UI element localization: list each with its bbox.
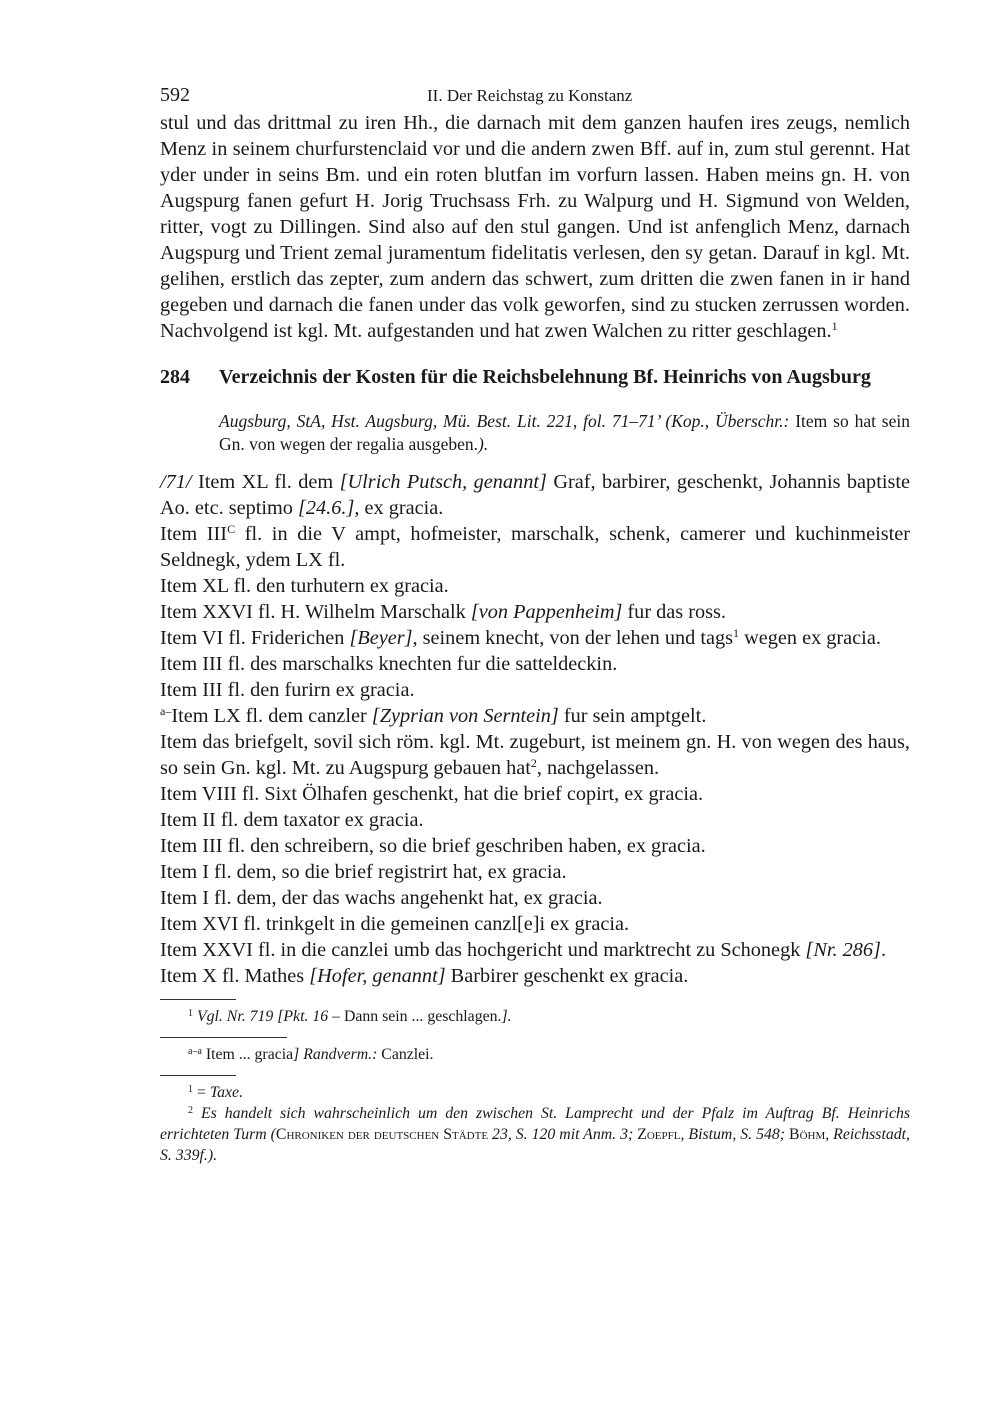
footnote-ref[interactable]: 1	[831, 319, 838, 333]
footnote-ref[interactable]: 2	[530, 756, 537, 770]
text: Vgl. Nr. 719 [Pkt. 16	[196, 1008, 329, 1025]
source-close: ).	[478, 433, 489, 454]
cost-list	[160, 469, 910, 989]
running-header	[160, 80, 910, 110]
text: Item LX fl. dem canzler	[171, 705, 372, 727]
text: , Bistum, S. 548;	[680, 1126, 790, 1143]
footnote	[160, 1006, 910, 1027]
footnote	[160, 1103, 910, 1166]
list-item: Item III fl. den schreibern, so die brief geschriben haben, ex gracia.	[160, 835, 706, 857]
list-item	[160, 469, 910, 521]
footnote-divider	[160, 999, 236, 1000]
text: 23, S. 120 mit Anm. 3;	[488, 1126, 638, 1143]
variant-divider	[160, 1037, 287, 1038]
text: Graf, barbirer, geschenkt, Johannis baptiste Ao. etc. septimo	[160, 471, 910, 519]
page-number: 592	[160, 84, 190, 106]
editorial-note: [24.6.],	[298, 497, 360, 519]
footnotes-previous	[160, 1006, 910, 1027]
list-item: Item I fl. dem, der das wachs angehenkt hat, ex gracia.	[160, 887, 603, 909]
footnote-mark: 2	[188, 1105, 193, 1116]
list-item	[160, 703, 910, 729]
text: Canzlei.	[377, 1046, 434, 1063]
text: Item III	[160, 523, 228, 545]
list-item: Item VIII fl. Sixt Ölhafen geschenkt, hat die brief copirt, ex gracia.	[160, 783, 704, 805]
intro-text: stul und das drittmal zu iren Hh., die darnach mit dem ganzen haufen ires zeugs, nemlich Menz in seinem churfurstenclaid vor und die andern zwen Bff. auf in, zum stul gerennt. Hat yder under in seins Bm. und ein roten blutfan im vorfurn lassen. Haben meins gn. H. von Augspurg fanen gefurt H. Jorig Truchsass Frh. zu Walpurg und H. Sigmund von Welden, ritter, vogt zu Dillingen. Sind also auf den stul gangen. Und ist anfenglich Menz, darnach Augspurg und Trient zemal juramentum fidelitatis verlesen, den sy getan. Darauf in kgl. Mt. gelihen, erstlich das zepter, zum andern das schwert, zum dritten die zwen fanen in ir hand gegeben und darnach die fanen under das volk geworfen, sind zu stucken zerrussen worden. Nachvolgend ist kgl. Mt. aufgestanden und hat zwen Walchen zu ritter geschlagen.	[160, 112, 910, 342]
variant-notes	[160, 1044, 910, 1065]
footnotes-current	[160, 1082, 910, 1166]
source-note	[219, 410, 910, 455]
folio-marker: /71/	[160, 471, 192, 493]
entry-number: 284	[160, 366, 190, 388]
source-heading-quote: Item so hat sein Gn. von wegen der regalia ausgeben.	[219, 411, 910, 454]
editorial-note: [von Pappenheim]	[470, 601, 623, 623]
text: =	[193, 1084, 210, 1101]
footnote-mark: 1	[188, 1008, 193, 1019]
footnote-divider	[160, 1075, 236, 1076]
running-title: II. Der Reichstag zu Konstanz	[427, 86, 633, 105]
footnote	[160, 1082, 910, 1103]
footnote-mark: a–a	[188, 1046, 202, 1057]
text: Taxe.	[209, 1084, 244, 1101]
list-item: Item III fl. des marschalks knechten fur die satteldeckin.	[160, 653, 618, 675]
superscript: C	[227, 522, 236, 536]
text: ] Randverm.:	[293, 1046, 378, 1063]
entry-heading	[160, 364, 910, 390]
text: fl. in die V ampt, hofmeister, marschalk, schenk, camerer und kuchinmeister Seldnegk, ydem LX fl.	[160, 523, 910, 571]
text: fur das ross.	[622, 601, 727, 623]
text: Zoepfl	[637, 1126, 681, 1143]
list-item	[160, 937, 910, 963]
editorial-note: [Ulrich Putsch, genannt]	[339, 471, 547, 493]
editorial-note: [Zyprian von Serntein]	[371, 705, 559, 727]
text: fur sein amptgelt.	[558, 705, 707, 727]
list-item	[160, 963, 910, 989]
document-page	[160, 80, 910, 1166]
list-item: Item XVI fl. trinkgelt in die gemeinen canzl[e]i ex gracia.	[160, 913, 630, 935]
text: – Dann sein ... geschlagen.	[328, 1008, 502, 1025]
footnote-ref[interactable]: 1	[733, 626, 739, 640]
text: Item das briefgelt, sovil sich röm. kgl. Mt. zugeburt, ist meinem gn. H. von wegen des haus, so sein Gn. kgl. Mt. zu Augspurg gebauen hat	[160, 731, 910, 779]
text: Es handelt sich wahrscheinlich um den zwischen St. Lamprecht und der Pfalz im Auftrag Bf. Heinrichs errichteten Turm (	[160, 1105, 911, 1143]
text: , Reichsstadt, S. 339f.).	[160, 1126, 910, 1164]
list-item	[160, 599, 910, 625]
list-item	[160, 625, 910, 651]
text: Item XL fl. dem	[191, 471, 340, 493]
footnote-mark: 1	[188, 1084, 193, 1095]
list-item	[160, 521, 910, 573]
text: Item XXVI fl. in die canzlei umb das hochgericht und marktrecht zu Schonegk	[160, 939, 806, 961]
list-item: Item XL fl. den turhutern ex gracia.	[160, 575, 449, 597]
list-item	[160, 729, 910, 781]
text: ex gracia.	[359, 497, 444, 519]
editorial-note: [Beyer]	[349, 627, 413, 649]
entry-title: Verzeichnis der Kosten für die Reichsbelehnung Bf. Heinrichs von Augsburg	[219, 366, 871, 388]
text: .	[880, 939, 887, 961]
source-citation: Augsburg, StA, Hst. Augsburg, Mü. Best. Lit. 221, fol. 71–71’ (Kop., Überschr.:	[219, 411, 790, 431]
text: ].	[501, 1008, 512, 1025]
variant-mark: a–	[160, 704, 172, 718]
variant-note	[160, 1044, 910, 1065]
intro-paragraph	[160, 110, 910, 344]
text: Item X fl. Mathes	[160, 965, 310, 987]
list-item: Item III fl. den furirn ex gracia.	[160, 679, 415, 701]
text: Item VI fl. Friderichen	[160, 627, 350, 649]
text: , seinem knecht, von der lehen und tags	[412, 627, 733, 649]
text: , nachgelassen.	[536, 757, 660, 779]
editorial-note: [Hofer, genannt]	[309, 965, 446, 987]
text: Chroniken der deutschen Städte	[275, 1126, 489, 1143]
text: Böhm	[789, 1126, 826, 1143]
text: Item XXVI fl. H. Wilhelm Marschalk	[160, 601, 471, 623]
text: Barbirer geschenkt ex gracia.	[445, 965, 689, 987]
text: wegen ex gracia.	[739, 627, 881, 649]
list-item: Item II fl. dem taxator ex gracia.	[160, 809, 424, 831]
list-item: Item I fl. dem, so die brief registrirt hat, ex gracia.	[160, 861, 567, 883]
text: Item ... gracia	[201, 1046, 294, 1063]
cross-reference[interactable]: [Nr. 286]	[805, 939, 881, 961]
